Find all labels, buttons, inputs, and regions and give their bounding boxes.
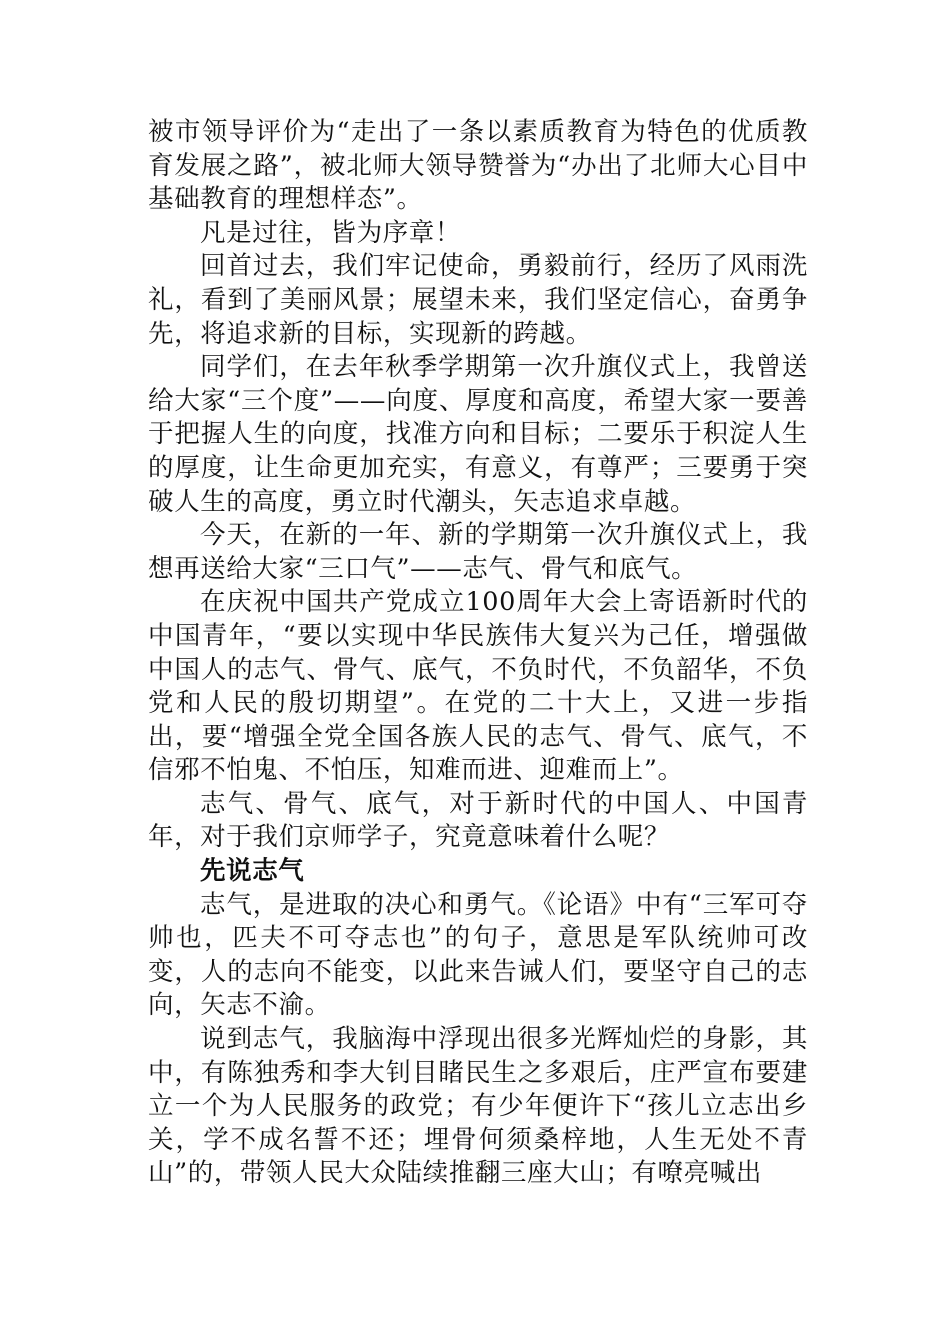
paragraph: 志气，是进取的决心和勇气。《论语》中有“三军可夺帅也，匹夫不可夺志也”的句子，意思是军队统帅可改变，人的志向不能变，以此来告诫人们，要坚守自己的志向，矢志不渝。 — [148, 889, 808, 1021]
paragraph: 在庆祝中国共产党成立100周年大会上寄语新时代的中国青年，“要以实现中华民族伟大复兴为己任，增强做中国人的志气、骨气、底气，不负时代，不负韶华，不负党和人民的殷切期望”。在党的二十大上，又进一步指出，要“增强全党全国各族人民的志气、骨气、底气，不信邪不怕鬼、不怕压，知难而进、迎难而上”。 — [148, 587, 808, 786]
paragraph: 同学们，在去年秋季学期第一次升旗仪式上，我曾送给大家“三个度”——向度、厚度和高度，希望大家一要善于把握人生的向度，找准方向和目标；二要乐于积淀人生的厚度，让生命更加充实，有意义，有尊严；三要勇于突破人生的高度，勇立时代潮头，矢志追求卓越。 — [148, 352, 808, 517]
document-body — [148, 116, 808, 1191]
paragraph: 凡是过往，皆为序章！ — [200, 217, 462, 248]
paragraph: 说到志气，我脑海中浮现出很多光辉灿烂的身影，其中，有陈独秀和李大钊目睹民生之多艰后，庄严宣布要建立一个为人民服务的政党；有少年便许下“孩儿立志出乡关，学不成名誓不还；埋骨何须桑梓地，人生无处不青山”的，带领人民大众陆续推翻三座大山；有嘹亮喊出 — [148, 1024, 808, 1189]
paragraph: 今天，在新的一年、新的学期第一次升旗仪式上，我想再送给大家“三口气”——志气、骨气和底气。 — [148, 520, 808, 584]
section-heading: 先说志气 — [200, 856, 305, 887]
paragraph: 志气、骨气、底气，对于新时代的中国人、中国青年，对于我们京师学子，究竟意味着什么呢？ — [148, 788, 808, 853]
paragraph-continued: 被市领导评价为“走出了一条以素质教育为特色的优质教育发展之路”，被北师大领导赞誉为“办出了北师大心目中基础教育的理想样态”。 — [148, 117, 808, 215]
paragraph: 回首过去，我们牢记使命，勇毅前行，经历了风雨洗礼，看到了美丽风景；展望未来，我们坚定信心，奋勇争先，将追求新的目标，实现新的跨越。 — [148, 251, 808, 349]
